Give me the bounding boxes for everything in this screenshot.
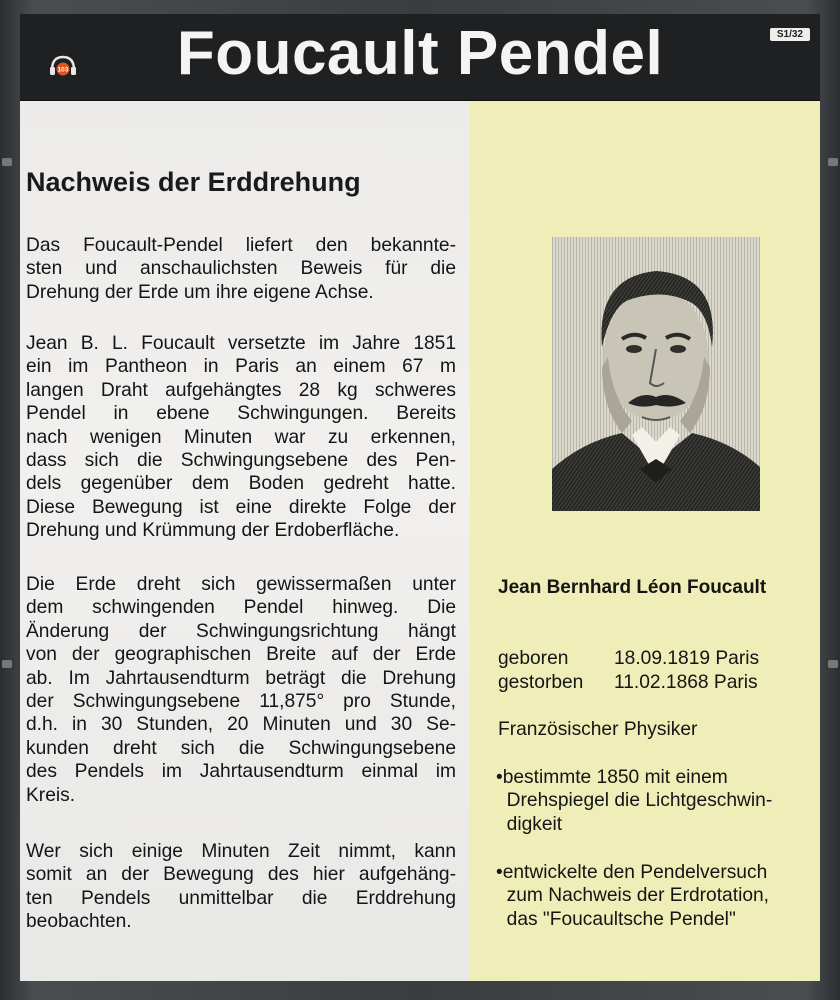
paragraph-line: Kreis.: [26, 784, 76, 806]
paragraph-intro: [26, 234, 456, 304]
bullet-line: zum Nachweis der Erdrotation,: [496, 885, 770, 907]
paragraph-line: beobachten.: [26, 911, 132, 933]
mounting-screw: [828, 660, 838, 668]
bullet-item-pendulum: [496, 861, 769, 931]
section-heading: Nachweis der Erddrehung: [26, 167, 361, 197]
paragraph-rotation: [26, 573, 456, 807]
portrait-engraving-icon: [552, 237, 760, 511]
paragraph-line: Drehung der Erde um ihre eigene Achse.: [26, 281, 374, 303]
paragraph-history: [26, 332, 456, 543]
header-bar: [20, 14, 820, 103]
paragraph-line: sten und anschaulichsten Beweis für die: [26, 258, 456, 280]
paragraph-line: Das Foucault-Pendel liefert den bekannte-: [26, 235, 456, 256]
paragraph-line: des Pendels im Jahrtausendturm einmal im: [26, 761, 456, 783]
mounting-screw: [2, 660, 12, 668]
profession: Französischer Physiker: [498, 719, 698, 740]
bullet-item-speed-of-light: [496, 766, 772, 836]
page-title: Foucault Pendel: [176, 19, 664, 88]
mounting-screw: [828, 158, 838, 166]
bullet-line: •entwickelte den Pendelversuch: [496, 862, 768, 883]
born-value: 18.09.1819 Paris: [614, 648, 760, 669]
paragraph-line: von der geographischen Breite auf der Erde: [26, 644, 456, 666]
bullet-line: •bestimmte 1850 mit einem: [496, 767, 728, 788]
person-name: Jean Bernhard Léon Foucault: [498, 577, 767, 598]
paragraph-line: langen Draht aufgehängtes 28 kg schweres: [26, 379, 456, 401]
paragraph-line: kunden dreht sich die Schwingungsebene: [26, 737, 456, 759]
station-badge: S1/32: [770, 28, 810, 41]
paragraph-line: ten Pendels unmittelbar die Erddrehung: [26, 887, 456, 909]
paragraph-line: dem schwingenden Pendel hinweg. Die: [26, 597, 456, 619]
paragraph-line: Änderung der Schwingungsrichtung hängt: [26, 620, 456, 642]
born-label: geboren: [498, 648, 569, 669]
died-value: 11.02.1868 Paris: [614, 672, 758, 693]
paragraph-line: der Schwingungsebene 11,875° pro Stunde,: [26, 691, 456, 713]
bullet-line: Drehspiegel die Lichtgeschwin-: [496, 790, 773, 812]
paragraph-line: Die Erde dreht sich gewissermaßen unter: [26, 574, 456, 595]
paragraph-line: Jean B. L. Foucault versetzte im Jahre 1851: [26, 333, 456, 354]
paragraph-line: Drehung und Krümmung der Erdoberfläche.: [26, 520, 400, 542]
paragraph-line: d.h. in 30 Stunden, 20 Minuten und 30 Se-: [26, 714, 456, 736]
paragraph-line: dels gegenüber dem Boden gedreht hatte.: [26, 473, 456, 495]
info-panel-right: [470, 101, 820, 981]
paragraph-line: Pendel in ebene Schwingungen. Bereits: [26, 403, 456, 425]
died-label: gestorben: [498, 672, 584, 693]
bullet-line: digkeit: [496, 813, 563, 835]
mounting-screw: [2, 158, 12, 166]
paragraph-line: somit an der Bewegung des hier aufgehäng-: [26, 864, 456, 886]
paragraph-observe: [26, 840, 456, 934]
bullet-line: das "Foucaultsche Pendel": [496, 908, 736, 930]
paragraph-line: ab. Im Jahrtausendturm beträgt die Drehung: [26, 667, 456, 689]
paragraph-line: Wer sich einige Minuten Zeit nimmt, kann: [26, 841, 456, 862]
paragraph-line: ein im Pantheon in Paris an einem 67 m: [26, 356, 456, 378]
paragraph-line: Diese Bewegung ist eine direkte Folge der: [26, 496, 456, 518]
paragraph-line: nach wenigen Minuten war zu erkennen,: [26, 426, 456, 448]
paragraph-line: dass sich die Schwingungsebene des Pen-: [26, 450, 456, 472]
logo-number: 103: [57, 66, 69, 74]
info-panel-left: [20, 101, 470, 981]
